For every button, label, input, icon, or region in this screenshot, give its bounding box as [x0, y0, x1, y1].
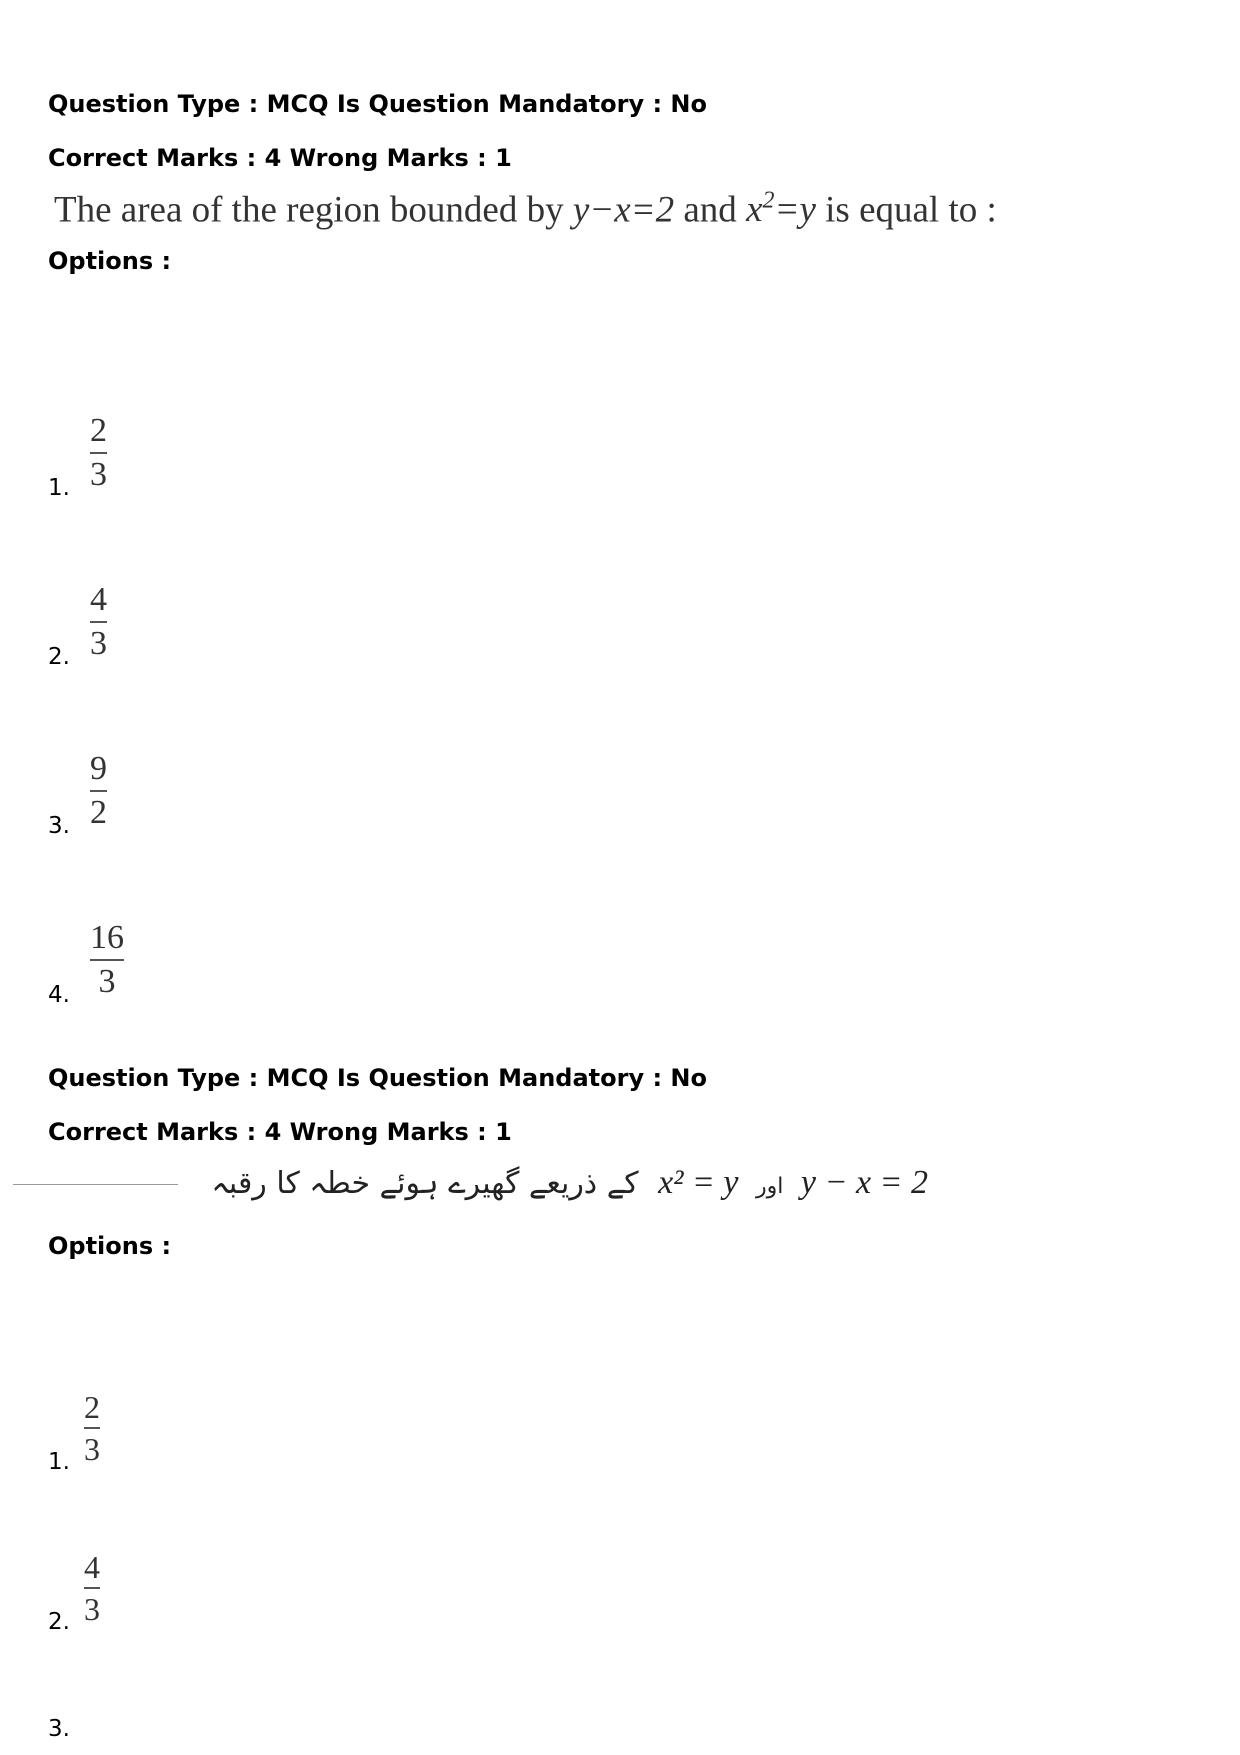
question-text-urdu — [48, 1156, 1188, 1226]
option-fraction: 2 3 — [90, 412, 107, 493]
question-text-and: and — [683, 189, 737, 231]
urdu-middle-text: کے ذریعے گھیرے ہوئے خطہ کا رقبہ — [211, 1166, 639, 1201]
answer-blank — [13, 1184, 178, 1185]
option-3[interactable] — [48, 1662, 348, 1742]
option-number: 3. — [48, 1716, 70, 1742]
option-number: 2. — [48, 1609, 70, 1635]
option-1[interactable] — [48, 1390, 348, 1480]
question-text-prefix: The area of the region bounded by — [54, 189, 564, 231]
option-fraction: 2 3 — [84, 1389, 100, 1467]
option-fraction: 9 2 — [90, 750, 107, 831]
question-type-line: Question Type : MCQ Is Question Mandatory : No — [48, 90, 707, 118]
option-1[interactable] — [48, 413, 348, 503]
question-2 — [48, 1062, 1188, 1742]
option-2[interactable] — [48, 582, 348, 672]
equation-parabola: $x^2=y$ — [746, 188, 816, 231]
option-2[interactable] — [48, 1550, 348, 1640]
urdu-equation-line: y − x = 2 — [800, 1164, 928, 1201]
option-number: 3. — [48, 813, 70, 839]
option-fraction: 4 3 — [84, 1549, 100, 1627]
equation-line: y−x=2 — [572, 189, 675, 231]
question-type-line: Question Type : MCQ Is Question Mandatory : No — [48, 1064, 707, 1092]
option-number: 1. — [48, 475, 70, 501]
question-text — [54, 188, 1188, 231]
option-fraction: 16 3 — [90, 919, 124, 1000]
options-label: Options : — [48, 247, 172, 276]
option-4[interactable] — [48, 920, 348, 1010]
option-number: 1. — [48, 1449, 70, 1475]
option-3[interactable] — [48, 751, 348, 841]
options-label: Options : — [48, 1232, 172, 1260]
question-1 — [48, 88, 1188, 1008]
option-number: 4. — [48, 982, 70, 1008]
marks-line: Correct Marks : 4 Wrong Marks : 1 — [48, 1118, 512, 1146]
option-fraction: 4 3 — [90, 581, 107, 662]
marks-line: Correct Marks : 4 Wrong Marks : 1 — [48, 144, 512, 172]
option-number: 2. — [48, 644, 70, 670]
urdu-and: اور — [756, 1174, 784, 1199]
question-text-suffix: is equal to : — [825, 189, 997, 231]
urdu-equation-parabola: x² = y — [658, 1164, 739, 1201]
